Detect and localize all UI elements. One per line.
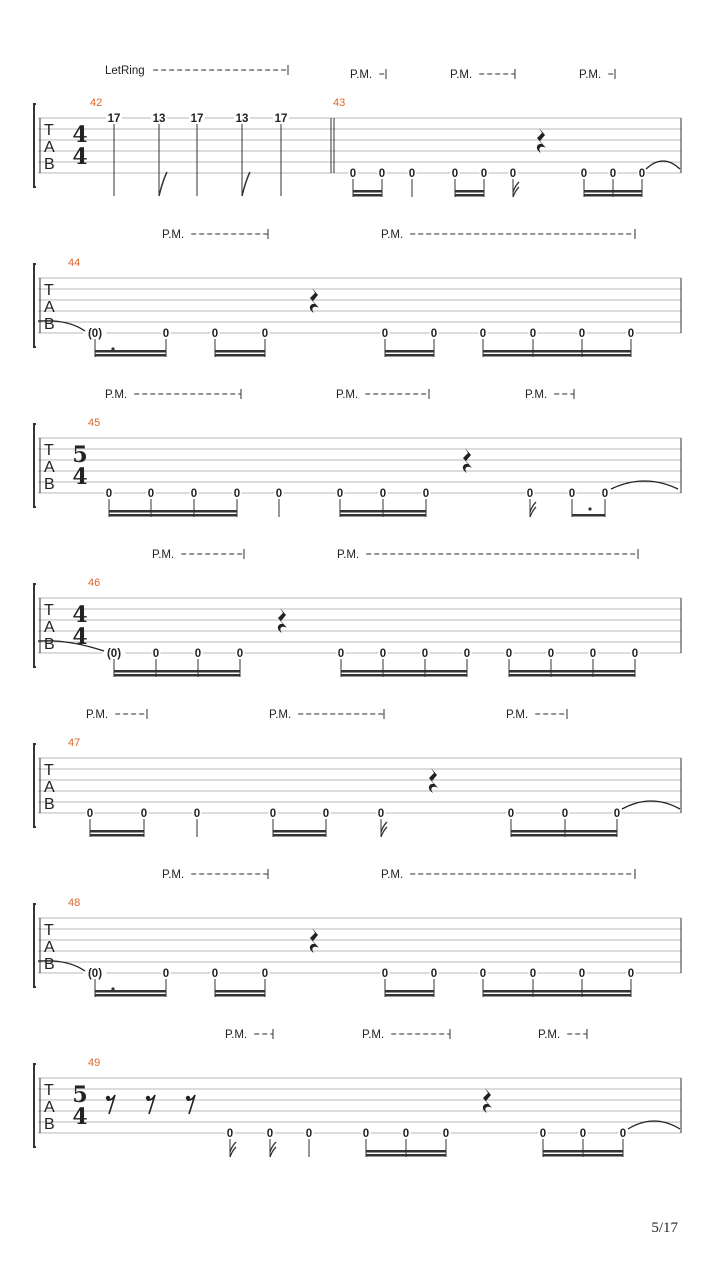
fret-number: 0 [529, 968, 537, 980]
palm-mute-label: P.M. [525, 389, 548, 401]
note-flag [242, 172, 250, 196]
fret-number: 0 [579, 1128, 587, 1140]
measure-number: 47 [68, 737, 81, 749]
fret-number: 0 [505, 648, 513, 660]
palm-mute-label: P.M. [225, 1029, 248, 1041]
tab-system-7 [34, 1029, 681, 1157]
fret-number: 17 [190, 113, 204, 125]
note-beam [273, 830, 326, 833]
fret-number: 0 [86, 808, 94, 820]
fret-number: 0 [578, 328, 586, 340]
tab-system-2 [34, 229, 681, 357]
note-beam [215, 354, 265, 357]
fret-number: 0 [526, 488, 534, 500]
note-beam [95, 990, 166, 993]
palm-mute-label: P.M. [362, 1029, 385, 1041]
note-beam [455, 194, 484, 197]
fret-number: 0 [305, 1128, 313, 1140]
palm-mute-label: P.M. [450, 69, 473, 81]
rhythm-dot [111, 347, 114, 350]
tab-clef-b: B [44, 1116, 55, 1133]
note-beam [353, 190, 382, 193]
fret-number: 0 [140, 808, 148, 820]
fret-number: 0 [261, 968, 269, 980]
fret-number: 0 [421, 648, 429, 660]
fret-number: 0 [568, 488, 576, 500]
system-brace [34, 904, 36, 987]
note-beam [511, 830, 617, 833]
fret-number: 0 [211, 328, 219, 340]
note-beam [543, 1150, 623, 1153]
fret-number: 0 [580, 168, 588, 180]
fret-number: 0 [601, 488, 609, 500]
note-beam [483, 354, 631, 357]
time-signature-top: 5 [72, 442, 88, 468]
system-brace [34, 744, 36, 827]
measure-number: 44 [68, 257, 81, 269]
note-beam [483, 990, 631, 993]
fret-number: 0 [609, 168, 617, 180]
fret-number: 0 [422, 488, 430, 500]
note-beam [341, 674, 467, 677]
note-flag [159, 172, 167, 196]
fret-number: 0 [378, 168, 386, 180]
fret-number: 0 [190, 488, 198, 500]
note-beam [353, 194, 382, 197]
fret-number: 0 [627, 968, 635, 980]
note-beam [455, 190, 484, 193]
fret-number: 0 [561, 808, 569, 820]
fret-number: 0 [377, 808, 385, 820]
let-ring-label: LetRing [105, 65, 145, 77]
fret-number: 0 [619, 1128, 627, 1140]
system-brace [34, 584, 36, 667]
note-beam [341, 670, 467, 673]
fret-number: 0 [226, 1128, 234, 1140]
measure-number: 48 [68, 897, 81, 909]
note-beam [90, 830, 144, 833]
time-signature-top: 5 [72, 1082, 88, 1108]
fret-number: 0 [451, 168, 459, 180]
note-beam [340, 510, 426, 513]
tab-clef-a: A [44, 139, 55, 156]
fret-number: 17 [107, 113, 121, 125]
note-beam [509, 674, 635, 677]
time-signature-top: 4 [72, 122, 88, 148]
fret-number: 0 [162, 328, 170, 340]
note-beam [543, 1154, 623, 1157]
tab-system-3 [34, 389, 681, 517]
note-beam [95, 354, 166, 357]
note-beam [584, 194, 642, 197]
time-signature-top: 4 [72, 602, 88, 628]
note-beam [95, 994, 166, 997]
fret-number: 0 [402, 1128, 410, 1140]
fret-number: 0 [627, 328, 635, 340]
tab-clef-t: T [44, 1082, 54, 1099]
palm-mute-label: P.M. [538, 1029, 561, 1041]
fret-number: 0 [337, 648, 345, 660]
fret-number: 0 [269, 808, 277, 820]
page-number: 5/17 [651, 1220, 678, 1236]
fret-number: 0 [430, 968, 438, 980]
tab-clef-b: B [44, 156, 55, 173]
fret-number: 0 [408, 168, 416, 180]
note-beam [109, 510, 237, 513]
fret-number: 0 [211, 968, 219, 980]
note-beam [95, 350, 166, 353]
fret-number: 0 [547, 648, 555, 660]
fret-number: 0 [362, 1128, 370, 1140]
fret-number: 0 [379, 648, 387, 660]
fret-number: 0 [638, 168, 646, 180]
fret-number: 0 [381, 968, 389, 980]
note-beam [114, 674, 240, 677]
fret-number: 0 [578, 968, 586, 980]
palm-mute-label: P.M. [269, 709, 292, 721]
palm-mute-label: P.M. [381, 229, 404, 241]
fret-number: 0 [147, 488, 155, 500]
palm-mute-label: P.M. [381, 869, 404, 881]
fret-number: 0 [322, 808, 330, 820]
tab-clef-b: B [44, 796, 55, 813]
rhythm-dot [111, 987, 114, 990]
palm-mute-label: P.M. [162, 869, 185, 881]
note-beam [483, 350, 631, 353]
note-beam [90, 834, 144, 837]
tab-clef-b: B [44, 316, 55, 333]
tab-clef-a: A [44, 459, 55, 476]
fret-number: 0 [261, 328, 269, 340]
fret-number: 0 [381, 328, 389, 340]
time-signature-bottom: 4 [72, 464, 88, 490]
system-brace [34, 104, 36, 187]
tab-clef-a: A [44, 1099, 55, 1116]
time-signature-bottom: 4 [72, 144, 88, 170]
fret-number: 0 [336, 488, 344, 500]
tab-clef-t: T [44, 762, 54, 779]
fret-number: 0 [349, 168, 357, 180]
fret-number: 0 [266, 1128, 274, 1140]
system-brace [34, 264, 36, 347]
tab-clef-b: B [44, 476, 55, 493]
fret-number: 0 [479, 328, 487, 340]
palm-mute-label: P.M. [105, 389, 128, 401]
system-brace [34, 1064, 36, 1147]
fret-number: 0 [613, 808, 621, 820]
fret-number: 13 [235, 113, 249, 125]
note-beam [509, 670, 635, 673]
tab-clef-a: A [44, 299, 55, 316]
measure-number: 45 [88, 417, 101, 429]
tab-clef-a: A [44, 779, 55, 796]
rhythm-dot [588, 507, 591, 510]
palm-mute-label: P.M. [162, 229, 185, 241]
palm-mute-label: P.M. [337, 549, 360, 561]
tab-clef-t: T [44, 442, 54, 459]
note-beam [483, 994, 631, 997]
tab-system-1 [34, 65, 681, 197]
note-beam [366, 1150, 446, 1153]
fret-number: 0 [162, 968, 170, 980]
fret-number: 0 [430, 328, 438, 340]
measure-number: 46 [88, 577, 101, 589]
note-beam [215, 990, 265, 993]
fret-number: 0 [539, 1128, 547, 1140]
tab-clef-t: T [44, 602, 54, 619]
note-beam [114, 670, 240, 673]
palm-mute-label: P.M. [506, 709, 529, 721]
fret-number: 0 [233, 488, 241, 500]
fret-number: 0 [631, 648, 639, 660]
fret-number: 0 [479, 968, 487, 980]
note-beam [572, 514, 605, 517]
fret-number: 0 [529, 328, 537, 340]
note-beam [385, 354, 434, 357]
measure-number: 43 [333, 97, 346, 109]
tab-clef-t: T [44, 122, 54, 139]
note-beam [109, 514, 237, 517]
time-signature-bottom: 4 [72, 1104, 88, 1130]
tab-clef-b: B [44, 636, 55, 653]
fret-number: 0 [194, 648, 202, 660]
note-beam [366, 1154, 446, 1157]
note-beam [273, 834, 326, 837]
tab-system-5 [34, 709, 681, 837]
note-beam [340, 514, 426, 517]
note-beam [385, 994, 434, 997]
fret-number: 0 [509, 168, 517, 180]
note-beam [511, 834, 617, 837]
fret-number: 0 [480, 168, 488, 180]
tab-system-6 [34, 869, 681, 997]
fret-number: 0 [463, 648, 471, 660]
fret-number: 0 [152, 648, 160, 660]
palm-mute-label: P.M. [350, 69, 373, 81]
measure-number: 49 [88, 1057, 101, 1069]
fret-number: (0) [106, 648, 122, 660]
tab-clef-t: T [44, 282, 54, 299]
fret-number: 0 [442, 1128, 450, 1140]
tab-clef-b: B [44, 956, 55, 973]
fret-number: 0 [589, 648, 597, 660]
note-beam [385, 990, 434, 993]
note-beam [385, 350, 434, 353]
palm-mute-label: P.M. [86, 709, 109, 721]
fret-number: 0 [379, 488, 387, 500]
note-beam [215, 350, 265, 353]
tab-clef-a: A [44, 619, 55, 636]
fret-number: 0 [193, 808, 201, 820]
tab-clef-t: T [44, 922, 54, 939]
measure-number: 42 [90, 97, 103, 109]
palm-mute-label: P.M. [336, 389, 359, 401]
fret-number: 13 [152, 113, 166, 125]
note-beam [215, 994, 265, 997]
fret-number: 0 [105, 488, 113, 500]
fret-number: 0 [236, 648, 244, 660]
palm-mute-label: P.M. [579, 69, 602, 81]
system-brace [34, 424, 36, 507]
fret-number: 17 [274, 113, 288, 125]
tab-system-4 [34, 549, 681, 677]
palm-mute-label: P.M. [152, 549, 175, 561]
fret-number: (0) [87, 328, 103, 340]
fret-number: 0 [275, 488, 283, 500]
note-beam [584, 190, 642, 193]
time-signature-bottom: 4 [72, 624, 88, 650]
tab-clef-a: A [44, 939, 55, 956]
fret-number: (0) [87, 968, 103, 980]
fret-number: 0 [507, 808, 515, 820]
